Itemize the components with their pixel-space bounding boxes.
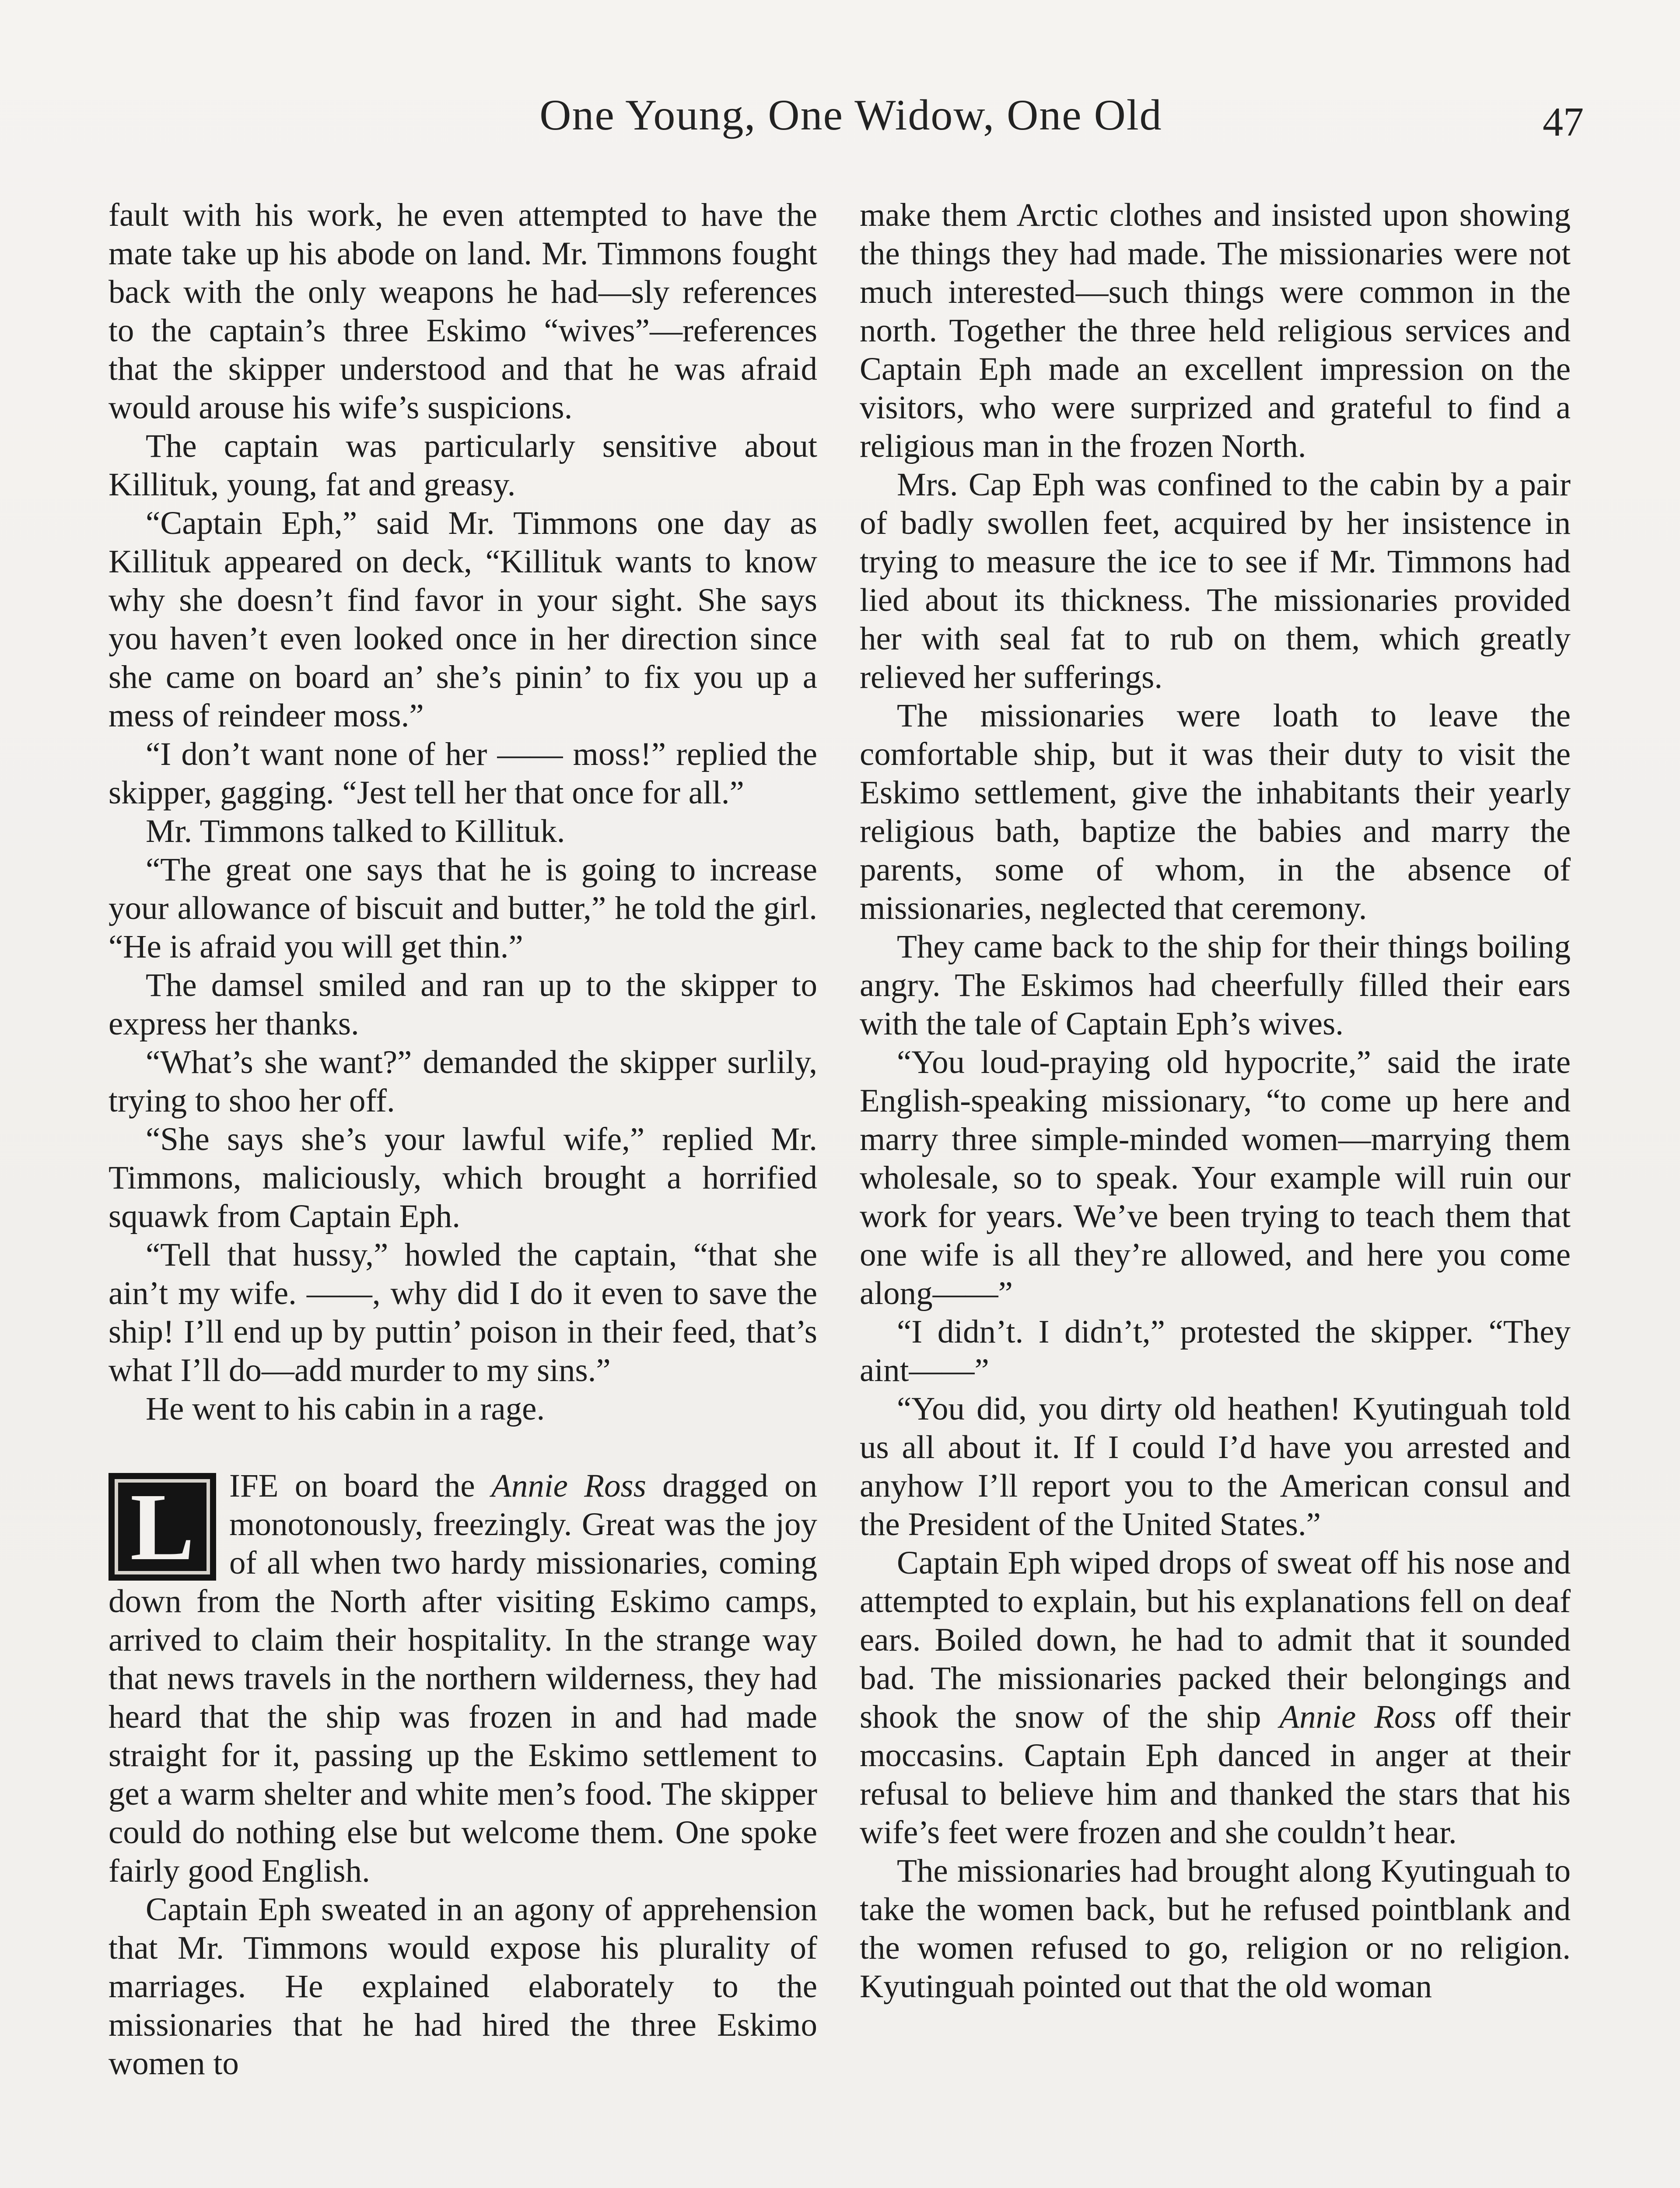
paragraph: Mrs. Cap Eph was confined to the cabin by a pair of badly swollen feet, acquired by her insistence in trying to measure the ice to see if Mr. Timmons had lied about its thickness. The missionaries provided her with seal fat to rub on them, which greatly relieved her sufferings.	[860, 466, 1571, 695]
paragraph: The missionaries were loath to leave the comfortable ship, but it was their duty to visit the Eskimo settlement, give the inhabitants their yearly religious bath, baptize the babies and marry the parents, some of whom, in the absence of missionaries, neglected that ceremony.	[860, 698, 1571, 926]
paragraph: Mr. Timmons talked to Killituk.	[146, 813, 565, 849]
ship-name: Annie Ross	[491, 1468, 646, 1504]
paragraph: They came back to the ship for their things boiling angry. The Eskimos had cheerfully filled their ears with the tale of Captain Eph’s wives.	[860, 929, 1571, 1042]
paragraph: “What’s she want?” demanded the skipper surlily, trying to shoo her off.	[108, 1044, 817, 1119]
paragraph: The missionaries had brought along Kyutinguah to take the women back, but he refused pointblank and the women refused to go, religion or no religion. Kyutinguah pointed out that the old woman	[860, 1853, 1571, 2005]
paragraph: The damsel smiled and ran up to the skipper to express her thanks.	[108, 967, 817, 1042]
drop-cap-letter: L	[130, 1473, 195, 1580]
page-number: 47	[1543, 99, 1584, 145]
left-column	[108, 196, 817, 2188]
paragraph: fault with his work, he even attempted to have the mate take up his abode on land. Mr. Timmons fought back with the only weapons he had—sly references to the captain’s three Eskimo “wives”—references that the skipper understood and that he was afraid would arouse his wife’s suspicions.	[108, 197, 817, 426]
paragraph-lead: Captain Eph wiped drops of sweat off his nose and attempted to explain, but his explanations fell on deaf ears. Boiled down, he had to admit that it sounded bad. The missionaries packed their belongings and shook the snow of the ship	[860, 1545, 1571, 1735]
right-column	[860, 196, 1571, 2188]
paragraph: The captain was particularly sensitive about Killituk, young, fat and greasy.	[108, 428, 817, 503]
paragraph: “She says she’s your lawful wife,” replied Mr. Timmons, maliciously, which brought a horrified squawk from Captain Eph.	[108, 1121, 817, 1234]
paragraph-rest: off their moccasins. Captain Eph danced in anger at their refusal to believe him and thanked the stars that his wife’s feet were frozen and she couldn’t hear.	[860, 1699, 1571, 1851]
paragraph: Captain Eph sweated in an agony of apprehension that Mr. Timmons would expose his plurality of marriages. He explained elaborately to the missionaries that he had hired the three Eskimo women to	[108, 1891, 817, 2082]
paragraph: “I didn’t. I didn’t,” protested the skipper. “They aint——”	[860, 1314, 1571, 1389]
paragraph	[860, 1544, 1571, 1852]
paragraph-rest: dragged on monotonously, freezingly. Great was the joy of all when two hardy missionaries, coming down from the North after visiting Eskimo camps, arrived to claim their hospitality. In the strange way that news travels in the northern wilderness, they had heard that the ship was frozen in and had made straight for it, passing up the Eskimo settlement to get a warm shelter and white men’s food. The skipper could do nothing else but welcome them. One spoke fairly good English.	[108, 1468, 817, 1889]
paragraph: He went to his cabin in a rage.	[146, 1391, 545, 1427]
paragraph: “You loud-praying old hypocrite,” said the irate English-speaking missionary, “to come up here and marry three simple-minded women—marrying them wholesale, so to speak. Your example will ruin our work for years. We’ve been trying to teach them that one wife is all they’re allowed, and here you come along——”	[860, 1044, 1571, 1311]
paragraph-lead: IFE on board the	[229, 1468, 475, 1504]
paragraph: make them Arctic clothes and insisted upon showing the things they had made. The missionaries were not much interested—such things were common in the north. Together the three held religious services and Captain Eph made an excellent impression on the visitors, who were surprized and grateful to find a religious man in the frozen North.	[860, 197, 1571, 464]
paragraph: “Tell that hussy,” howled the captain, “that she ain’t my wife. ——, why did I do it even to save the ship! I’ll end up by puttin’ poison in their feed, that’s what I’ll do—add murder to my sins.”	[108, 1237, 817, 1389]
paragraph: “Captain Eph,” said Mr. Timmons one day as Killituk appeared on deck, “Killituk wants to know why she doesn’t find favor in your sight. She says you haven’t even looked once in her direction since she came on board an’ she’s pinin’ to fix you up a mess of reindeer moss.”	[108, 505, 817, 734]
paragraph: “The great one says that he is going to increase your allowance of biscuit and butter,” he told the girl. “He is afraid you will get thin.”	[108, 852, 817, 965]
paragraph: “You did, you dirty old heathen! Kyutinguah told us all about it. If I could I’d have you arrested and anyhow I’ll report you to the American consul and the President of the United States.”	[860, 1391, 1571, 1543]
ship-name: Annie Ross	[1279, 1699, 1436, 1735]
drop-cap-initial	[108, 1473, 216, 1581]
paragraph: “I don’t want none of her —— moss!” replied the skipper, gagging. “Jest tell her that once for all.”	[108, 736, 817, 811]
running-head-title: One Young, One Widow, One Old	[539, 91, 1162, 139]
section-opening-paragraph	[108, 1467, 817, 1890]
